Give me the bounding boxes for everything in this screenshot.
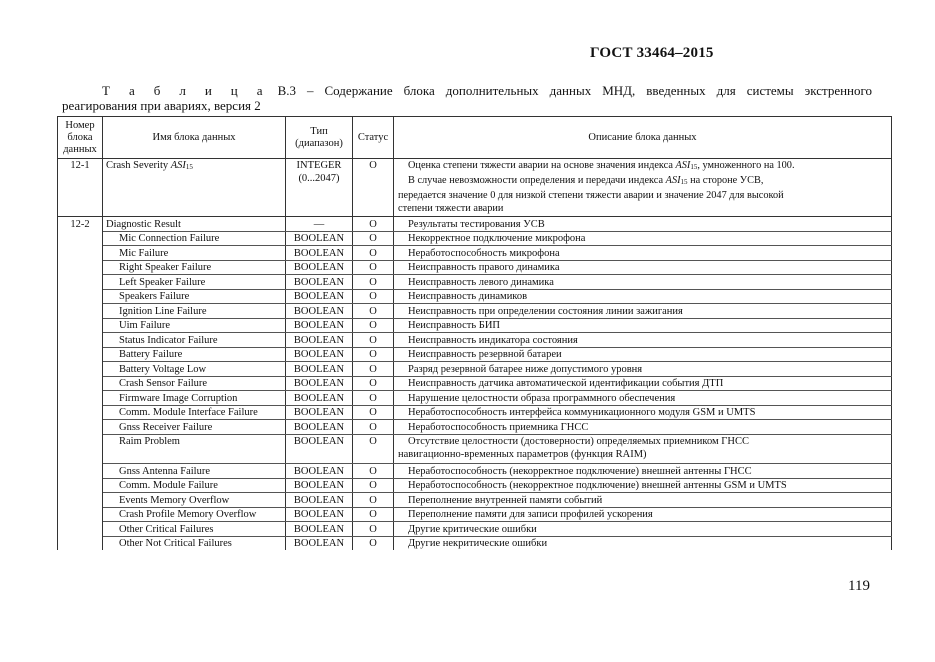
row-type: BOOLEAN [286, 362, 353, 377]
table-row [58, 507, 892, 522]
row-status: O [353, 391, 394, 406]
table-row [58, 536, 892, 550]
row-number: 12-2 [58, 217, 103, 551]
desc-part: навигационно-временных параметров (функция RAIM) [398, 449, 647, 460]
row-type: BOOLEAN [286, 536, 353, 550]
row-type: BOOLEAN [286, 376, 353, 391]
row-name: Diagnostic Result [103, 217, 286, 232]
row-description: Неисправность датчика автоматической идентификации события ДТП [394, 376, 892, 391]
row-description: Неисправность индикатора состояния [394, 333, 892, 348]
table-row [58, 478, 892, 493]
row-status: O [353, 246, 394, 261]
row-name [103, 159, 286, 217]
row-name: Ignition Line Failure [103, 304, 286, 319]
row-name: Events Memory Overflow [103, 493, 286, 508]
table-row [58, 159, 892, 217]
caption-text-1: – Содержание блока дополнительных данных МНД, введенных для системы экстренного [307, 83, 873, 98]
row-status: O [353, 347, 394, 362]
row-type: BOOLEAN [286, 522, 353, 537]
row-name: Gnss Receiver Failure [103, 420, 286, 435]
type-line-1: INTEGER [296, 160, 342, 171]
header-status: Статус [353, 117, 394, 159]
header-name: Имя блока данных [103, 117, 286, 159]
row-type: BOOLEAN [286, 333, 353, 348]
row-description: Нарушение целостности образа программного обеспечения [394, 391, 892, 406]
type-line-2: (0...2047) [298, 173, 340, 184]
asi-symbol: ASI [675, 160, 691, 171]
table-row [58, 391, 892, 406]
row-name: Status Indicator Failure [103, 333, 286, 348]
row-description: Другие критические ошибки [394, 522, 892, 537]
standard-header: ГОСТ 33464–2015 [590, 45, 714, 61]
table-row [58, 464, 892, 479]
row-name: Gnss Antenna Failure [103, 464, 286, 479]
header-description: Описание блока данных [394, 117, 892, 159]
row-status: O [353, 362, 394, 377]
row-description [394, 159, 892, 217]
row-description: Неисправность при определении состояния линии зажигания [394, 304, 892, 319]
row-name: Right Speaker Failure [103, 260, 286, 275]
row-type: BOOLEAN [286, 478, 353, 493]
desc-part: , умноженного на 100. [697, 160, 795, 171]
row-status: O [353, 405, 394, 420]
row-name: Left Speaker Failure [103, 275, 286, 290]
row-description: Неисправность левого динамика [394, 275, 892, 290]
table-row [58, 493, 892, 508]
table-row [58, 260, 892, 275]
row-type: BOOLEAN [286, 289, 353, 304]
table-row [58, 231, 892, 246]
row-name: Battery Voltage Low [103, 362, 286, 377]
desc-part: степени тяжести аварии [398, 203, 504, 214]
table-row [58, 405, 892, 420]
row-type: BOOLEAN [286, 260, 353, 275]
row-description: Неработоспособность (некорректное подключение) внешней антенны ГНСС [394, 464, 892, 479]
row-status: O [353, 464, 394, 479]
row-type: — [286, 217, 353, 232]
row-name: Speakers Failure [103, 289, 286, 304]
table-row [58, 217, 892, 232]
row-description [394, 434, 892, 464]
row-type: BOOLEAN [286, 405, 353, 420]
row-name: Comm. Module Interface Failure [103, 405, 286, 420]
row-type [286, 159, 353, 217]
row-status: O [353, 376, 394, 391]
table-row [58, 289, 892, 304]
row-status: O [353, 522, 394, 537]
row-description: Неработоспособность приемника ГНСС [394, 420, 892, 435]
row-description: Другие некритические ошибки [394, 536, 892, 550]
asi-subscript: 15 [185, 163, 193, 171]
caption-line-1 [62, 83, 872, 98]
row-status: O [353, 420, 394, 435]
row-status: O [353, 478, 394, 493]
row-type: BOOLEAN [286, 391, 353, 406]
row-type: BOOLEAN [286, 231, 353, 246]
row-type: BOOLEAN [286, 507, 353, 522]
page-number: 119 [848, 578, 870, 594]
row-name: Crash Profile Memory Overflow [103, 507, 286, 522]
row-status: O [353, 333, 394, 348]
row-name: Crash Sensor Failure [103, 376, 286, 391]
row-status: O [353, 434, 394, 464]
row-status: O [353, 231, 394, 246]
row-type: BOOLEAN [286, 304, 353, 319]
row-type: BOOLEAN [286, 347, 353, 362]
row-description: Некорректное подключение микрофона [394, 231, 892, 246]
table-row [58, 304, 892, 319]
row-name: Raim Problem [103, 434, 286, 464]
row-status: O [353, 507, 394, 522]
caption-number: В.3 [277, 83, 296, 98]
asi-subscript: 15 [690, 163, 698, 171]
desc-part: передается значение 0 для низкой степени тяжести аварии и значение 2047 для высокой [398, 190, 784, 201]
header-number: Номер блока данных [58, 117, 103, 159]
row-status: O [353, 304, 394, 319]
row-type: BOOLEAN [286, 434, 353, 464]
row-description: Результаты тестирования УСВ [394, 217, 892, 232]
row-status: O [353, 318, 394, 333]
row-description: Неработоспособность (некорректное подключение) внешней антенны GSM и UMTS [394, 478, 892, 493]
row-status: O [353, 289, 394, 304]
row-type: BOOLEAN [286, 420, 353, 435]
row-type: BOOLEAN [286, 246, 353, 261]
table-row [58, 376, 892, 391]
row-type: BOOLEAN [286, 464, 353, 479]
caption-label: Т а б л и ц а [102, 83, 267, 98]
row-status: O [353, 275, 394, 290]
row-name: Other Not Critical Failures [103, 536, 286, 550]
row-status: O [353, 493, 394, 508]
table-row [58, 246, 892, 261]
table-caption [62, 83, 872, 113]
table-row [58, 362, 892, 377]
row-name: Battery Failure [103, 347, 286, 362]
row-description: Неисправность БИП [394, 318, 892, 333]
row-description: Неисправность правого динамика [394, 260, 892, 275]
row-status: O [353, 536, 394, 550]
row-number: 12-1 [58, 159, 103, 217]
row-type: BOOLEAN [286, 318, 353, 333]
row-description: Переполнение памяти для записи профилей ускорения [394, 507, 892, 522]
row-status: O [353, 159, 394, 217]
desc-part: В случае невозможности определения и передачи индекса [408, 175, 666, 186]
caption-text-2: реагирования при авариях, версия 2 [62, 98, 261, 113]
table-row [58, 522, 892, 537]
row-type: BOOLEAN [286, 493, 353, 508]
data-table [57, 116, 892, 550]
row-description: Неработоспособность микрофона [394, 246, 892, 261]
row-name: Uim Failure [103, 318, 286, 333]
desc-part: Оценка степени тяжести аварии на основе значения индекса [408, 160, 676, 171]
desc-part: Отсутствие целостности (достоверности) определяемых приемником ГНСС [408, 436, 749, 447]
row-status: O [353, 260, 394, 275]
name-text: Crash Severity [106, 160, 171, 171]
asi-subscript: 15 [680, 178, 688, 186]
table-row [58, 333, 892, 348]
table-row [58, 420, 892, 435]
table-row [58, 275, 892, 290]
table-row [58, 434, 892, 464]
row-name: Other Critical Failures [103, 522, 286, 537]
row-description: Неисправность резервной батареи [394, 347, 892, 362]
row-name: Mic Connection Failure [103, 231, 286, 246]
row-name: Firmware Image Corruption [103, 391, 286, 406]
desc-part: на стороне УСВ, [687, 175, 764, 186]
row-description: Разряд резервной батарее ниже допустимого уровня [394, 362, 892, 377]
asi-symbol: ASI [170, 160, 186, 171]
table-row [58, 318, 892, 333]
row-name: Mic Failure [103, 246, 286, 261]
row-description: Неисправность динамиков [394, 289, 892, 304]
row-name: Comm. Module Failure [103, 478, 286, 493]
row-description: Неработоспособность интерфейса коммуникационного модуля GSM и UMTS [394, 405, 892, 420]
header-type: Тип (диапазон) [286, 117, 353, 159]
table-row [58, 347, 892, 362]
asi-symbol: ASI [665, 175, 681, 186]
row-status: O [353, 217, 394, 232]
row-description: Переполнение внутренней памяти событий [394, 493, 892, 508]
table-header-row [58, 117, 892, 159]
row-type: BOOLEAN [286, 275, 353, 290]
